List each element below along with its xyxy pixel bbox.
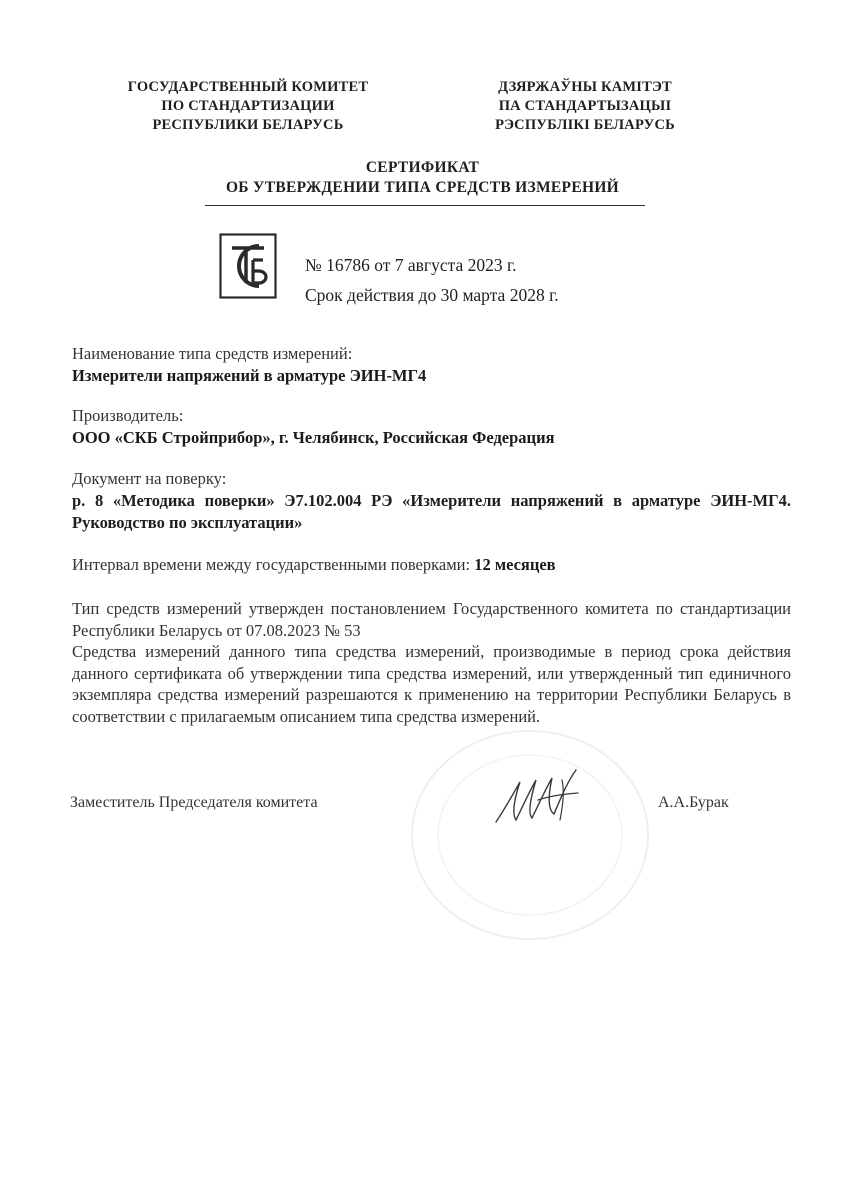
gosstandart-logo-icon (219, 233, 277, 299)
title-line-1: СЕРТИФИКАТ (365, 159, 480, 176)
interval-label: Интервал времени между государственными поверками: (72, 555, 475, 574)
handwritten-signature-icon (478, 760, 618, 840)
title-line-2: ОБ УТВЕРЖДЕНИИ ТИПА СРЕДСТВ ИЗМЕРЕНИЙ (225, 179, 620, 196)
usage-text: Средства измерений данного типа средства измерений, производимые в период срока действия данного сертификата об утверждении типа средства измерений, или утвержденный тип единичного экземпляра средства измерений разрешаются к применению на территории Республики Беларусь в соответствии с прилагаемым описанием типа средства измерений. (72, 642, 791, 726)
header-right-belarusian (435, 78, 735, 135)
title-underline (205, 205, 645, 206)
signatory-position: Заместитель Председателя комитета (70, 794, 318, 811)
instrument-value: Измерители напряжений в арматуре ЭИН-МГ4 (72, 366, 427, 385)
manufacturer-label: Производитель: (72, 406, 184, 425)
certificate-number: № 16786 от 7 августа 2023 г. (305, 255, 517, 275)
signatory-name: А.А.Бурак (658, 794, 729, 811)
document-title (200, 158, 645, 198)
header-left-line-3: РЕСПУБЛИКИ БЕЛАРУСЬ (152, 117, 344, 133)
header-left-russian (98, 78, 398, 135)
instrument-label: Наименование типа средств измерений: (72, 344, 353, 363)
header-left-line-1: ГОСУДАРСТВЕННЫЙ КОМИТЕТ (127, 79, 369, 95)
header-right-line-1: ДЗЯРЖАЎНЫ КАМІТЭТ (498, 79, 672, 95)
verification-interval (72, 555, 556, 575)
verification-doc-label: Документ на поверку: (72, 469, 227, 488)
header-left-line-2: ПО СТАНДАРТИЗАЦИИ (161, 98, 335, 114)
manufacturer-value: ООО «СКБ Стройприбор», г. Челябинск, Российская Федерация (72, 428, 555, 447)
header-right-line-2: ПА СТАНДАРТЫЗАЦЫІ (498, 98, 672, 114)
verification-doc-value: р. 8 «Методика поверки» Э7.102.004 РЭ «Измерители напряжений в арматуре ЭИН-МГ4. Руководство по эксплуатации» (72, 491, 791, 532)
header-right-line-3: РЭСПУБЛІКІ БЕЛАРУСЬ (495, 117, 675, 133)
approval-text: Тип средств измерений утвержден постановлением Государственного комитета по стандартизации Республики Беларусь от 07.08.2023 № 53 (72, 599, 791, 640)
interval-value: 12 месяцев (474, 555, 556, 574)
certificate-validity: Срок действия до 30 марта 2028 г. (305, 285, 559, 305)
